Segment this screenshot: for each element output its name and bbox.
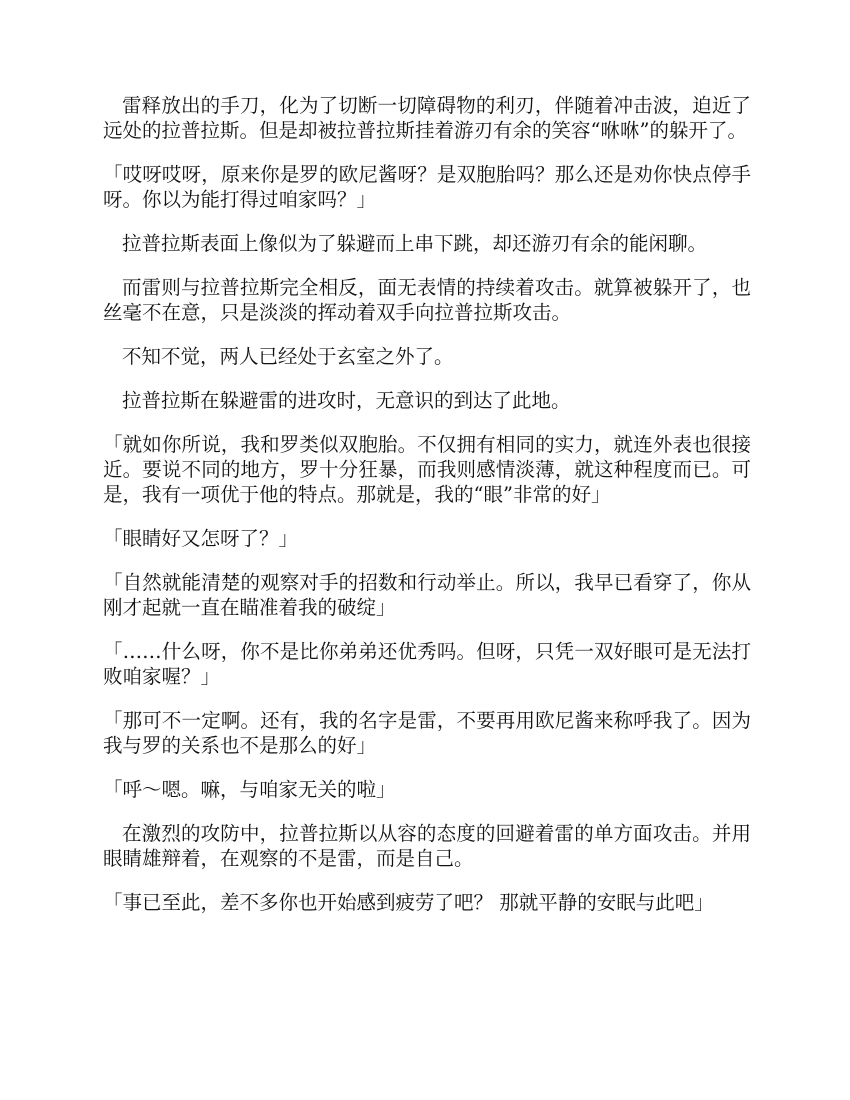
narration-paragraph: 而雷则与拉普拉斯完全相反，面无表情的持续着攻击。就算被躲开了，也丝毫不在意，只是淡淡的挥动着双手向拉普拉斯攻击。 bbox=[103, 276, 751, 324]
dialogue-paragraph: 「哎呀哎呀，原来你是罗的欧尼酱呀？是双胞胎吗？那么还是劝你快点停手呀。你以为能打得过咱家吗？」 bbox=[103, 163, 751, 211]
story-text-body bbox=[103, 93, 751, 934]
narration-paragraph: 拉普拉斯表面上像似为了躲避而上串下跳，却还游刃有余的能闲聊。 bbox=[122, 232, 708, 255]
narration-paragraph: 不知不觉，两人已经处于玄室之外了。 bbox=[122, 345, 454, 368]
narration-paragraph: 雷释放出的手刀，化为了切断一切障碍物的利刃，伴随着冲击波，迫近了远处的拉普拉斯。但是却被拉普拉斯挂着游刃有余的笑容“咻咻”的躲开了。 bbox=[103, 94, 751, 142]
dialogue-paragraph: 「眼睛好又怎呀了？」 bbox=[103, 527, 299, 550]
dialogue-paragraph: 「就如你所说，我和罗类似双胞胎。不仅拥有相同的实力，就连外表也很接近。要说不同的地方，罗十分狂暴，而我则感情淡薄，就这种程度而已。可是，我有一项优于他的特点。那就是，我的“眼”非常的好」 bbox=[103, 433, 751, 506]
dialogue-paragraph: 「……什么呀，你不是比你弟弟还优秀吗。但呀，只凭一双好眼可是无法打败咱家喔？」 bbox=[103, 640, 751, 688]
dialogue-paragraph: 「事已至此，差不多你也开始感到疲劳了吧？ 那就平静的安眠与此吧」 bbox=[103, 891, 714, 914]
narration-paragraph: 拉普拉斯在躲避雷的进攻时，无意识的到达了此地。 bbox=[122, 389, 571, 412]
narration-paragraph: 在激烈的攻防中，拉普拉斯以从容的态度的回避着雷的单方面攻击。并用眼睛雄辩着，在观察的不是雷，而是自己。 bbox=[103, 822, 751, 870]
dialogue-paragraph: 「自然就能清楚的观察对手的招数和行动举止。所以，我早已看穿了，你从刚才起就一直在瞄准着我的破绽」 bbox=[103, 571, 751, 619]
dialogue-paragraph: 「那可不一定啊。还有，我的名字是雷，不要再用欧尼酱来称呼我了。因为我与罗的关系也不是那么的好」 bbox=[103, 709, 751, 757]
dialogue-paragraph: 「呼～嗯。嘛，与咱家无关的啦」 bbox=[103, 778, 396, 801]
